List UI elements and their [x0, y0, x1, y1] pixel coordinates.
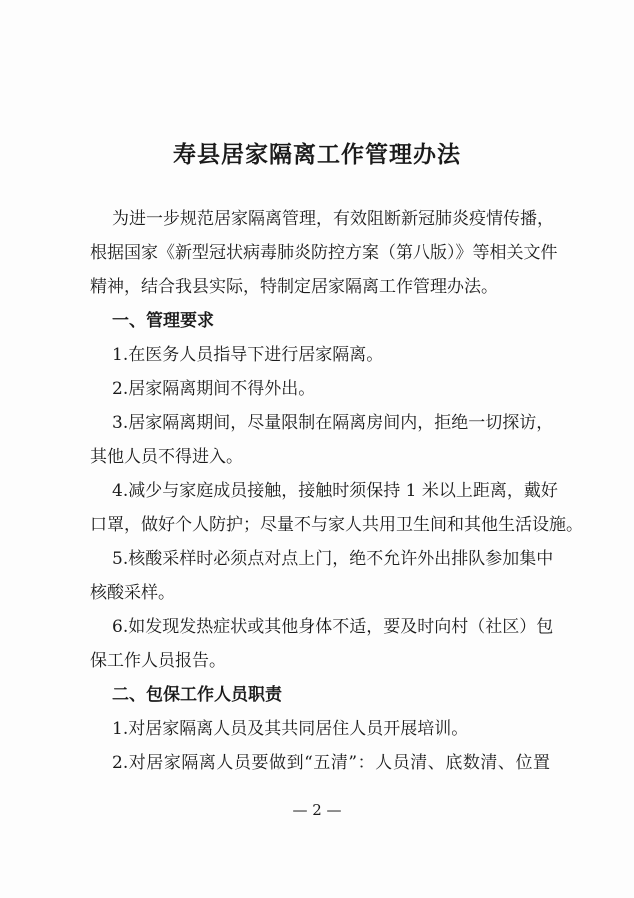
intro-line-3: 精神，结合我县实际，特制定居家隔离工作管理办法。: [90, 277, 498, 297]
section-heading-management: 一、管理要求: [112, 311, 214, 331]
section-heading-staff-duties: 二、包保工作人员职责: [112, 685, 282, 705]
management-item-5-line-2: 核酸采样。: [90, 583, 175, 603]
document-title: 寿县居家隔离工作管理办法: [173, 141, 461, 168]
management-item-3-line-1: 3.居家隔离期间，尽量限制在隔离房间内，拒绝一切探访，: [112, 413, 554, 433]
management-item-5-line-1: 5.核酸采样时必须点对点上门，绝不允许外出排队参加集中: [112, 549, 554, 569]
page-number: — 2 —: [292, 801, 342, 819]
management-item-1: 1.在医务人员指导下进行居家隔离。: [112, 345, 384, 365]
management-item-6-line-1: 6.如发现发热症状或其他身体不适，要及时向村（社区）包: [112, 617, 554, 637]
intro-line-1: 为进一步规范居家隔离管理，有效阻断新冠肺炎疫情传播，: [112, 209, 554, 229]
duties-item-2-line-1: 2.对居家隔离人员要做到“五清”：人员清、底数清、位置: [112, 753, 550, 773]
management-item-4-line-1: 4.减少与家庭成员接触，接触时须保持 1 米以上距离，戴好: [112, 481, 558, 501]
intro-line-2: 根据国家《新型冠状病毒肺炎防控方案（第八版）》等相关文件: [90, 243, 558, 263]
management-item-6-line-2: 保工作人员报告。: [90, 651, 226, 671]
management-item-3-line-2: 其他人员不得进入。: [90, 447, 243, 467]
management-item-2: 2.居家隔离期间不得外出。: [112, 379, 316, 399]
management-item-4-line-2: 口罩，做好个人防护；尽量不与家人共用卫生间和其他生活设施。: [90, 515, 583, 535]
duties-item-1: 1.对居家隔离人员及其共同居住人员开展培训。: [112, 719, 469, 739]
